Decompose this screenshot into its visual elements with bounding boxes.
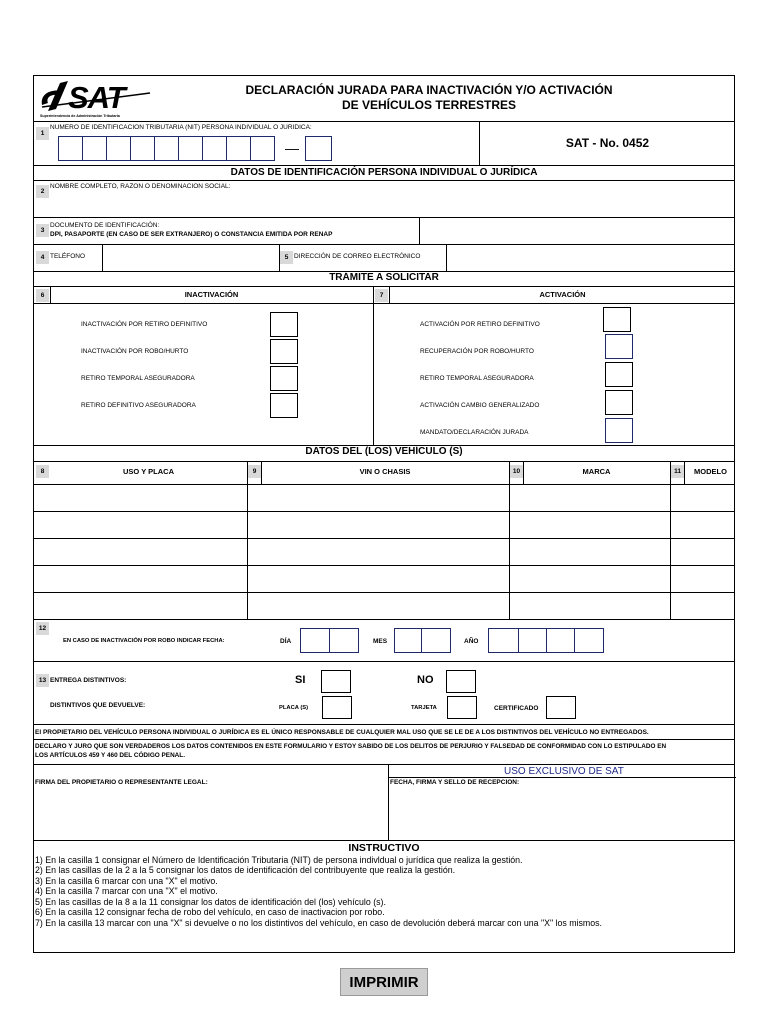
year-digit-3[interactable] [546, 628, 575, 653]
instructions-title: INSTRUCTIVO [348, 842, 420, 854]
instruction-item: 4) En la casilla 7 marcar con una "X" el motivo. [35, 886, 218, 896]
id-document-input[interactable] [421, 219, 734, 242]
field-1-number: 1 [36, 127, 49, 140]
inactivation-header: INACTIVACIÓN [184, 290, 239, 299]
vehicle-row-1[interactable] [34, 485, 734, 511]
nit-digit-2[interactable] [82, 136, 107, 161]
field-11-number: 11 [671, 465, 684, 478]
name-input[interactable] [50, 192, 734, 216]
si-checkbox[interactable] [321, 670, 351, 693]
inactivation-option-4-label: RETIRO DEFINITIVO ASEGURADORA [81, 402, 196, 409]
day-digit-1[interactable] [300, 628, 330, 653]
plate-label: PLACA (S) [279, 705, 309, 711]
section-tramite-title: TRÁMITE A SOLICITAR [329, 272, 439, 283]
field-13-number: 13 [36, 674, 49, 687]
phone-label: TELÉFONO [50, 253, 86, 260]
reception-signature-label: FECHA, FIRMA Y SELLO DE RECEPCION: [390, 779, 520, 786]
field-12-number: 12 [36, 622, 49, 635]
nit-digit-9[interactable] [250, 136, 275, 161]
column-modelo: MODELO [694, 467, 727, 476]
nit-check-digit[interactable] [305, 136, 332, 161]
sat-exclusive-use-label: USO EXCLUSIVO DE SAT [504, 766, 624, 777]
field-6-number: 6 [36, 289, 49, 302]
field-3-number: 3 [36, 224, 49, 237]
field-4-number: 4 [36, 251, 49, 264]
instruction-item: 6) En la casilla 12 consignar fecha de robo del vehículo, en caso de inactivacion por robo. [35, 907, 385, 917]
activation-option-5-label: MANDATO/DECLARACIÓN JURADA [420, 429, 529, 436]
robbery-date-label: EN CASO DE INACTIVACIÓN POR ROBO INDICAR FECHA: [63, 638, 225, 644]
form-sheet [33, 75, 735, 953]
day-label: DÍA [280, 638, 292, 645]
year-digit-1[interactable] [488, 628, 519, 653]
month-label: MES [373, 638, 388, 645]
owner-signature-area[interactable] [35, 789, 387, 839]
si-label: SI [295, 674, 306, 686]
activation-header: ACTIVACIÓN [539, 290, 586, 299]
logo-text: SAT [68, 80, 125, 115]
inactivation-option-1-checkbox[interactable] [270, 312, 298, 337]
activation-option-3-checkbox[interactable] [605, 362, 633, 387]
id-document-sublabel: DPI, PASAPORTE (EN CASO DE SER EXTRANJERO) O CONSTANCIA EMITIDA POR RENAP [50, 231, 333, 238]
nit-dash: — [285, 140, 299, 156]
declaration-line-2: LOS ARTÍCULOS 459 Y 460 DEL CÓDIGO PENAL. [35, 752, 185, 759]
id-document-label: DOCUMENTO DE IDENTIFICACIÓN: [50, 222, 160, 229]
instruction-item: 3) En la casilla 6 marcar con una "X" el motivo. [35, 876, 218, 886]
vehicle-row-5[interactable] [34, 593, 734, 619]
year-digit-2[interactable] [518, 628, 547, 653]
day-digit-2[interactable] [329, 628, 359, 653]
email-input[interactable] [448, 246, 734, 269]
no-label: NO [417, 674, 434, 686]
form-title [204, 83, 654, 113]
inactivation-option-4-checkbox[interactable] [270, 393, 298, 418]
inactivation-option-1-label: INACTIVACIÓN POR RETIRO DEFINITIVO [81, 321, 208, 328]
nit-digit-3[interactable] [106, 136, 131, 161]
logo-subtitle: Superintendencia de Administración Tributaria [40, 114, 120, 118]
year-label: AÑO [464, 638, 479, 645]
phone-input[interactable] [104, 246, 278, 269]
section-vehicles-title: DATOS DEL (LOS) VEHÍCULO (S) [305, 446, 463, 457]
instruction-item: 7) En la casilla 13 marcar con una "X" si devuelve o no los distintivos del vehículo, en caso de devolución deberá marcar con una "X" los mismos. [35, 918, 602, 928]
reception-signature-area[interactable] [390, 789, 734, 839]
certificate-label: CERTIFICADO [494, 705, 539, 712]
field-9-number: 9 [248, 465, 261, 478]
month-digit-2[interactable] [421, 628, 451, 653]
form-title-line1: DECLARACIÓN JURADA PARA INACTIVACIÓN Y/O ACTIVACIÓN [245, 83, 613, 97]
nit-digit-8[interactable] [226, 136, 251, 161]
column-uso-placa: USO Y PLACA [123, 467, 174, 476]
deliver-distinctives-label: ENTREGA DISTINTIVOS: [50, 677, 127, 684]
inactivation-option-2-checkbox[interactable] [270, 339, 298, 364]
form-number: SAT - No. 0452 [565, 136, 650, 150]
inactivation-option-2-label: INACTIVACIÓN POR ROBO/HURTO [81, 348, 189, 355]
field-7-number: 7 [375, 289, 388, 302]
column-marca: MARCA [582, 467, 611, 476]
nit-digit-7[interactable] [202, 136, 227, 161]
activation-option-1-checkbox[interactable] [603, 307, 631, 332]
column-vin-chasis: VIN O CHASIS [359, 467, 411, 476]
nit-digit-4[interactable] [130, 136, 155, 161]
section-identification-title: DATOS DE IDENTIFICACIÓN PERSONA INDIVIDUAL O JURÍDICA [230, 167, 538, 178]
vehicle-row-3[interactable] [34, 539, 734, 565]
nit-digit-6[interactable] [178, 136, 203, 161]
returned-distinctives-label: DISTINTIVOS QUE DEVUELVE: [50, 702, 146, 709]
activation-option-4-checkbox[interactable] [605, 390, 633, 415]
instruction-item: 1) En la casilla 1 consignar el Número de Identificación Tributaria (NIT) de persona indivldual o jurídica que realiza la gestión. [35, 855, 523, 865]
sat-logo [38, 79, 156, 119]
activation-option-2-checkbox[interactable] [605, 334, 633, 359]
instruction-item: 2) En las casillas de la 2 a la 5 consignar los datos de identificación del contribuyente que realiza la gestión. [35, 865, 456, 875]
card-label: TARJETA [411, 705, 437, 711]
plate-checkbox[interactable] [322, 696, 352, 719]
certificate-checkbox[interactable] [546, 696, 576, 719]
email-label: DIRECCIÓN DE CORREO ELECTRÓNICO [294, 253, 421, 260]
responsibility-text: El PROPIETARIO DEL VEHÍCULO PERSONA INDIVIDUAL O JURÍDICA ES EL ÚNICO RESPONSABLE DE CUALQUIER MAL USO QUE SE LE DE A LOS DISTINTIVOS DEL VEHÍCULO NO ENTREGADOS. [35, 729, 649, 736]
print-button[interactable]: IMPRIMIR [340, 968, 428, 996]
inactivation-option-3-label: RETIRO TEMPORAL ASEGURADORA [81, 375, 195, 382]
year-digit-4[interactable] [574, 628, 604, 653]
activation-option-3-label: RETIRO TEMPORAL ASEGURADORA [420, 375, 534, 382]
name-label: NOMBRE COMPLETO, RAZON O DENOMINACION SOCIAL: [50, 183, 231, 190]
no-checkbox[interactable] [446, 670, 476, 693]
field-8-number: 8 [36, 465, 49, 478]
activation-option-1-label: ACTIVACIÓN POR RETIRO DEFINITIVO [420, 321, 540, 328]
nit-digit-5[interactable] [154, 136, 179, 161]
instruction-item: 5) En las casillas de la 8 a la 11 consignar los datos de identificación del (los) vehículo (s). [35, 897, 386, 907]
activation-option-2-label: RECUPERACIÓN POR ROBO/HURTO [420, 348, 534, 355]
field-10-number: 10 [510, 465, 523, 478]
activation-option-4-label: ACTIVACIÓN CAMBIO GENERALIZADO [420, 402, 540, 409]
card-checkbox[interactable] [447, 696, 477, 719]
nit-label: NUMERO DE IDENTIFICACION TRIBUTARIA (NIT) PERSONA INDIVIDUAL O JURIDICA: [50, 124, 312, 131]
activation-option-5-checkbox[interactable] [605, 418, 633, 443]
form-title-line2: DE VEHÍCULOS TERRESTRES [341, 98, 517, 112]
vehicle-row-2[interactable] [34, 512, 734, 538]
field-2-number: 2 [36, 185, 49, 198]
inactivation-option-3-checkbox[interactable] [270, 366, 298, 391]
field-5-number: 5 [280, 251, 293, 264]
vehicle-row-4[interactable] [34, 566, 734, 592]
owner-signature-label: FIRMA DEL PROPIETARIO O REPRESENTANTE LEGAL: [35, 779, 208, 786]
month-digit-1[interactable] [394, 628, 422, 653]
declaration-line-1: DECLARO Y JURO QUE SON VERDADEROS LOS DATOS CONTENIDOS EN ESTE FORMULARIO Y ESTOY SABIDO DE LOS DELITOS DE PERJURIO Y FALSEDAD DE CONFORMIDAD CON LO ESTIPULADO EN [35, 743, 667, 750]
nit-digit-1[interactable] [58, 136, 83, 161]
